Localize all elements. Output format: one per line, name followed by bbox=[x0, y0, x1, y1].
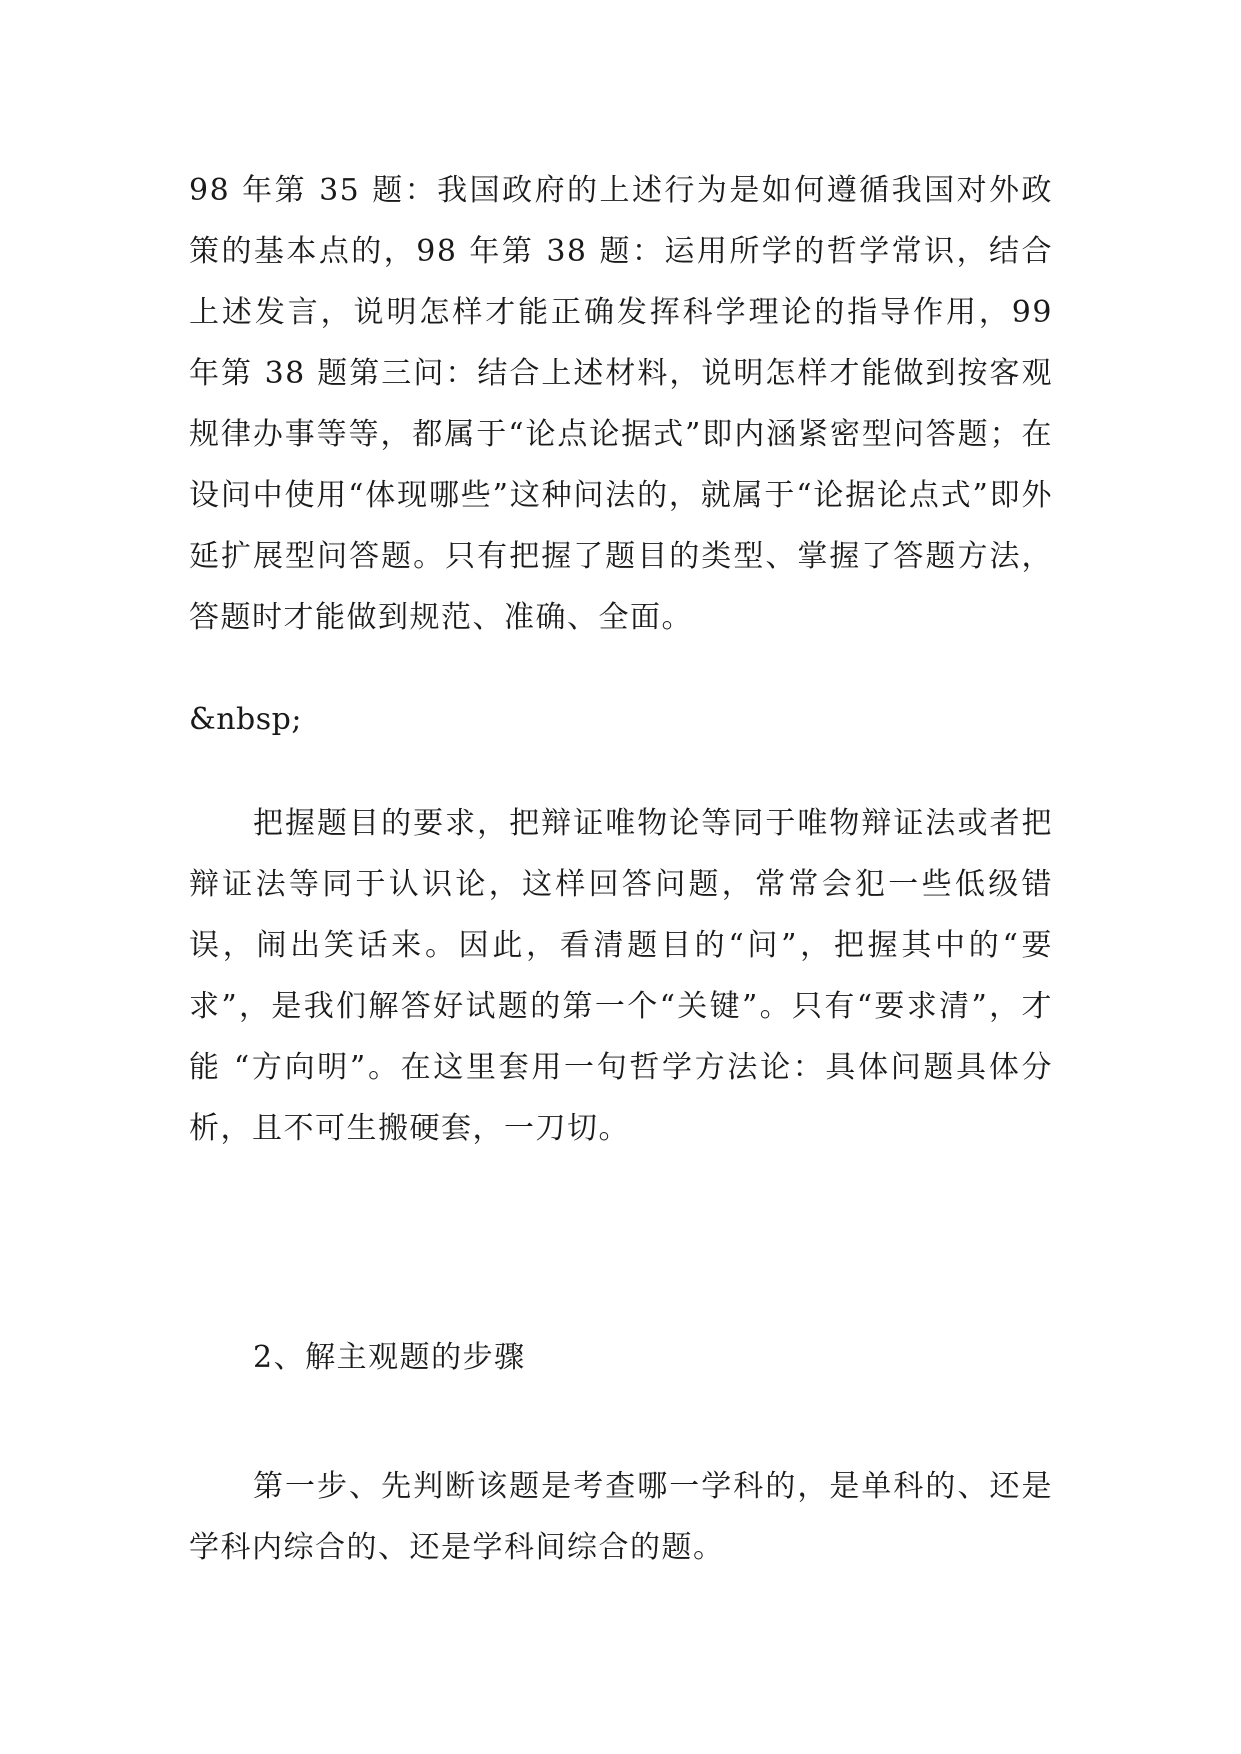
paragraph-question-requirements: 把握题目的要求，把辩证唯物论等同于唯物辩证法或者把辩证法等同于认识论，这样回答问题，常常会犯一些低级错误，闹出笑话来。因此，看清题目的“问”，把握其中的“要求”，是我们解答好试题的第一个“关键”。只有“要求清”，才能 “方向明”。在这里套用一句哲学方法论：具体问题具体分析，且不可生搬硬套，一刀切。 bbox=[189, 806, 1053, 1146]
section-heading-solving-steps: 2、解主观题的步骤 bbox=[253, 1340, 526, 1375]
paragraph-nbsp-placeholder: &nbsp; bbox=[189, 702, 302, 737]
paragraph-step-one: 第一步、先判断该题是考查哪一学科的，是单科的、还是学科内综合的、还是学科间综合的题。 bbox=[189, 1469, 1053, 1565]
paragraph-question-types: 98 年第 35 题：我国政府的上述行为是如何遵循我国对外政策的基本点的，98 年第 38 题：运用所学的哲学常识，结合上述发言，说明怎样才能正确发挥科学理论的指导作用，99 年第 38 题第三问：结合上述材料，说明怎样才能做到按客观规律办事等等，都属于“论点论据式”即内涵紧密型问答题；在设问中使用“体现哪些”这种问法的，就属于“论据论点式”即外延扩展型问答题。只有把握了题目的类型、掌握了答题方法，答题时才能做到规范、准确、全面。 bbox=[189, 173, 1053, 635]
